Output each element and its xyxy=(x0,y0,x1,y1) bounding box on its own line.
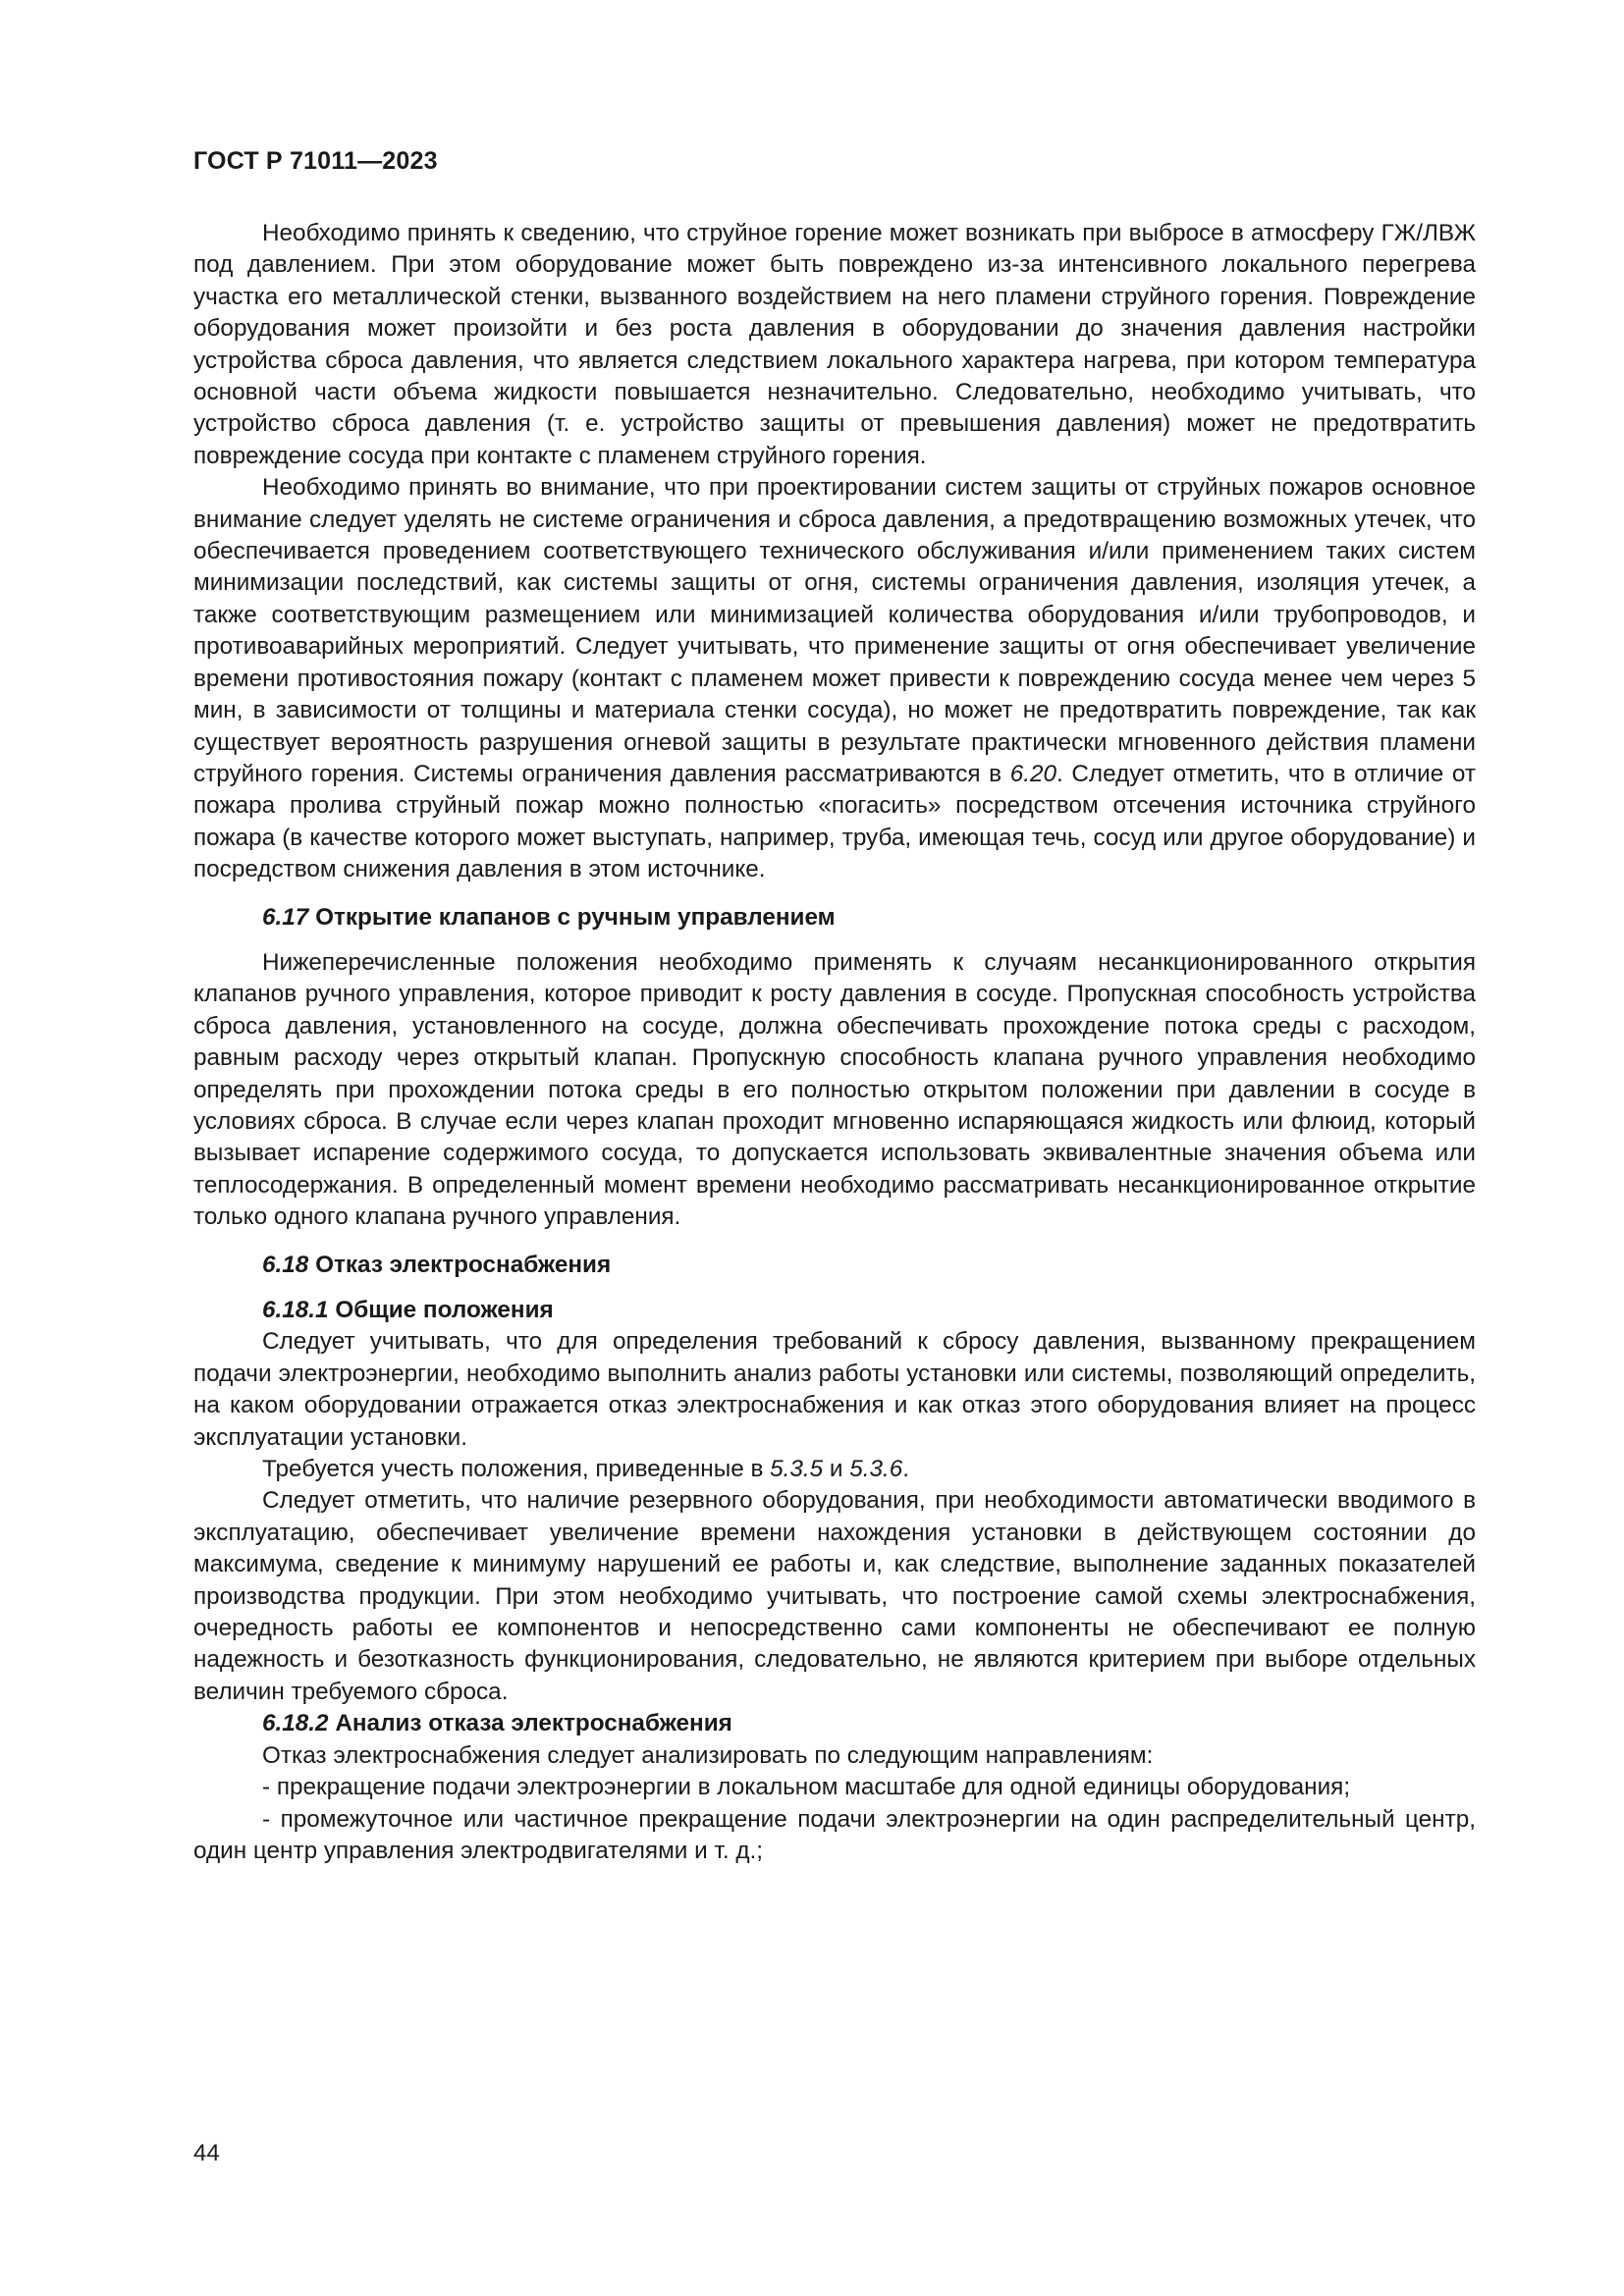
section-heading-6-18 xyxy=(193,1250,1476,1281)
paragraph-text: Требуется учесть положения, приведенные в xyxy=(262,1456,771,1483)
section-title: Общие положения xyxy=(335,1297,554,1323)
section-number: 6.18 xyxy=(262,1251,309,1278)
paragraph-text: и xyxy=(823,1456,850,1483)
list-item: - прекращение подачи электроэнергии в локальном масштабе для одной единицы оборудования; xyxy=(262,1774,1351,1801)
cross-reference: 5.3.6 xyxy=(849,1456,903,1483)
paragraph-backup-equipment: Следует отметить, что наличие резервного оборудования, при необходимости автоматически вводимого в эксплуатацию, обеспечивает увеличение времени нахождения установки в действующем состоянии до максимума, сведение к минимуму нарушений ее работы и, как следствие, выполнение заданных показателей производства продукции. При этом необходимо учитывать, что построение самой схемы электроснабжения, очередность работы ее компонентов и непосредственно сами компоненты не обеспечивают ее полную надежность и безотказность функционирования, следовательно, не являются критерием при выборе отдельных величин требуемого сброса. xyxy=(193,1487,1476,1705)
paragraph-text: . xyxy=(902,1456,910,1483)
section-heading-6-17 xyxy=(193,902,1476,934)
cross-reference: 6.20 xyxy=(1009,760,1056,787)
cross-reference: 5.3.5 xyxy=(770,1456,824,1483)
paragraph-power-failure-refs xyxy=(193,1454,1476,1485)
section-title: Анализ отказа электроснабжения xyxy=(335,1710,732,1737)
page-content xyxy=(193,218,1476,1867)
section-title: Открытие клапанов с ручным управлением xyxy=(315,903,836,931)
paragraph-jet-fire-overheat: Необходимо принять к сведению, что струйное горение может возникать при выбросе в атмосферу ГЖ/ЛВЖ под давлением. При этом оборудование может быть повреждено из-за интенсивного локального перегрева участка его металлической стенки, вызванного воздействием на него пламени струйного горения. Повреждение оборудования может произойти и без роста давления в оборудовании до значения давления настройки устройства сброса давления, что является следствием локального характера нагрева, при котором температура основной части объема жидкости повышается незначительно. Следовательно, необходимо учитывать, что устройство сброса давления (т. е. устройство защиты от превышения давления) может не предотвратить повреждение сосуда при контакте с пламенем струйного горения. xyxy=(193,220,1476,469)
section-heading-6-18-1 xyxy=(193,1295,1476,1326)
list-item: - промежуточное или частичное прекращение подачи электроэнергии на один распределительный центр, один центр управления электродвигателями и т. д.; xyxy=(193,1805,1476,1864)
section-heading-6-18-2 xyxy=(193,1708,1476,1739)
document-header: ГОСТ Р 71011—2023 xyxy=(193,147,438,175)
paragraph-text: Необходимо принять во внимание, что при проектировании систем защиты от струйных пожаров основное внимание следует уделять не системе ограничения и сброса давления, а предотвращению возможных утечек, что обеспечивается проведением соответствующего технического обслуживания и/или применением таких систем минимизации последствий, как системы защиты от огня, системы ограничения давления, изоляция утечек, а также соответствующим размещением или минимизацией количества оборудования и/или трубопроводов, и противоаварийных мероприятий. Следует учитывать, что применение защиты от огня обеспечивает увеличение времени противостояния пожару (контакт с пламенем может привести к повреждению сосуда менее чем через 5 мин, в зависимости от толщины и материала стенки сосуда), но может не предотвратить повреждение, так как существует вероятность разрушения огневой защиты в результате практически мгновенного действия пламени струйного горения. Системы ограничения давления рассматриваются в xyxy=(193,474,1476,787)
paragraph-power-failure-analysis: Следует учитывать, что для определения требований к сбросу давления, вызванному прекращением подачи электроэнергии, необходимо выполнить анализ работы установки или системы, позволяющий определить, на каком оборудовании отражается отказ электроснабжения и как отказ этого оборудования влияет на процесс эксплуатации установки. xyxy=(193,1328,1476,1451)
paragraph-manual-valves: Нижеперечисленные положения необходимо применять к случаям несанкционированного открытия клапанов ручного управления, которое приводит к росту давления в сосуде. Пропускная способность устройства сброса давления, установленного на сосуде, должна обеспечивать прохождение потока среды с расходом, равным расходу через открытый клапан. Пропускную способность клапана ручного управления необходимо определять при прохождении потока среды в его полностью открытом положении при давлении в сосуде в условиях сброса. В случае если через клапан проходит мгновенно испаряющаяся жидкость или флюид, который вызывает испарение содержимого сосуда, то допускается использовать эквивалентные значения объема или теплосодержания. В определенный момент времени необходимо рассматривать несанкционированное открытие только одного клапана ручного управления. xyxy=(193,948,1476,1231)
paragraph-analysis-intro: Отказ электроснабжения следует анализировать по следующим направлениям: xyxy=(262,1741,1154,1769)
section-number: 6.18.1 xyxy=(262,1297,329,1323)
section-title: Отказ электроснабжения xyxy=(315,1251,612,1278)
paragraph-text: . Следует отметить, что в отличие от пожара пролива струйный пожар можно полностью «погасить» посредством отсечения источника струйного пожара (в качестве которого может выступать, например, труба, имеющая течь, сосуд или другое оборудование) и посредством снижения давления в этом источнике. xyxy=(193,760,1476,883)
paragraph-jet-fire-protection xyxy=(193,472,1476,885)
page-number: 44 xyxy=(193,2140,220,2166)
section-number: 6.17 xyxy=(262,903,309,931)
section-number: 6.18.2 xyxy=(262,1710,329,1737)
